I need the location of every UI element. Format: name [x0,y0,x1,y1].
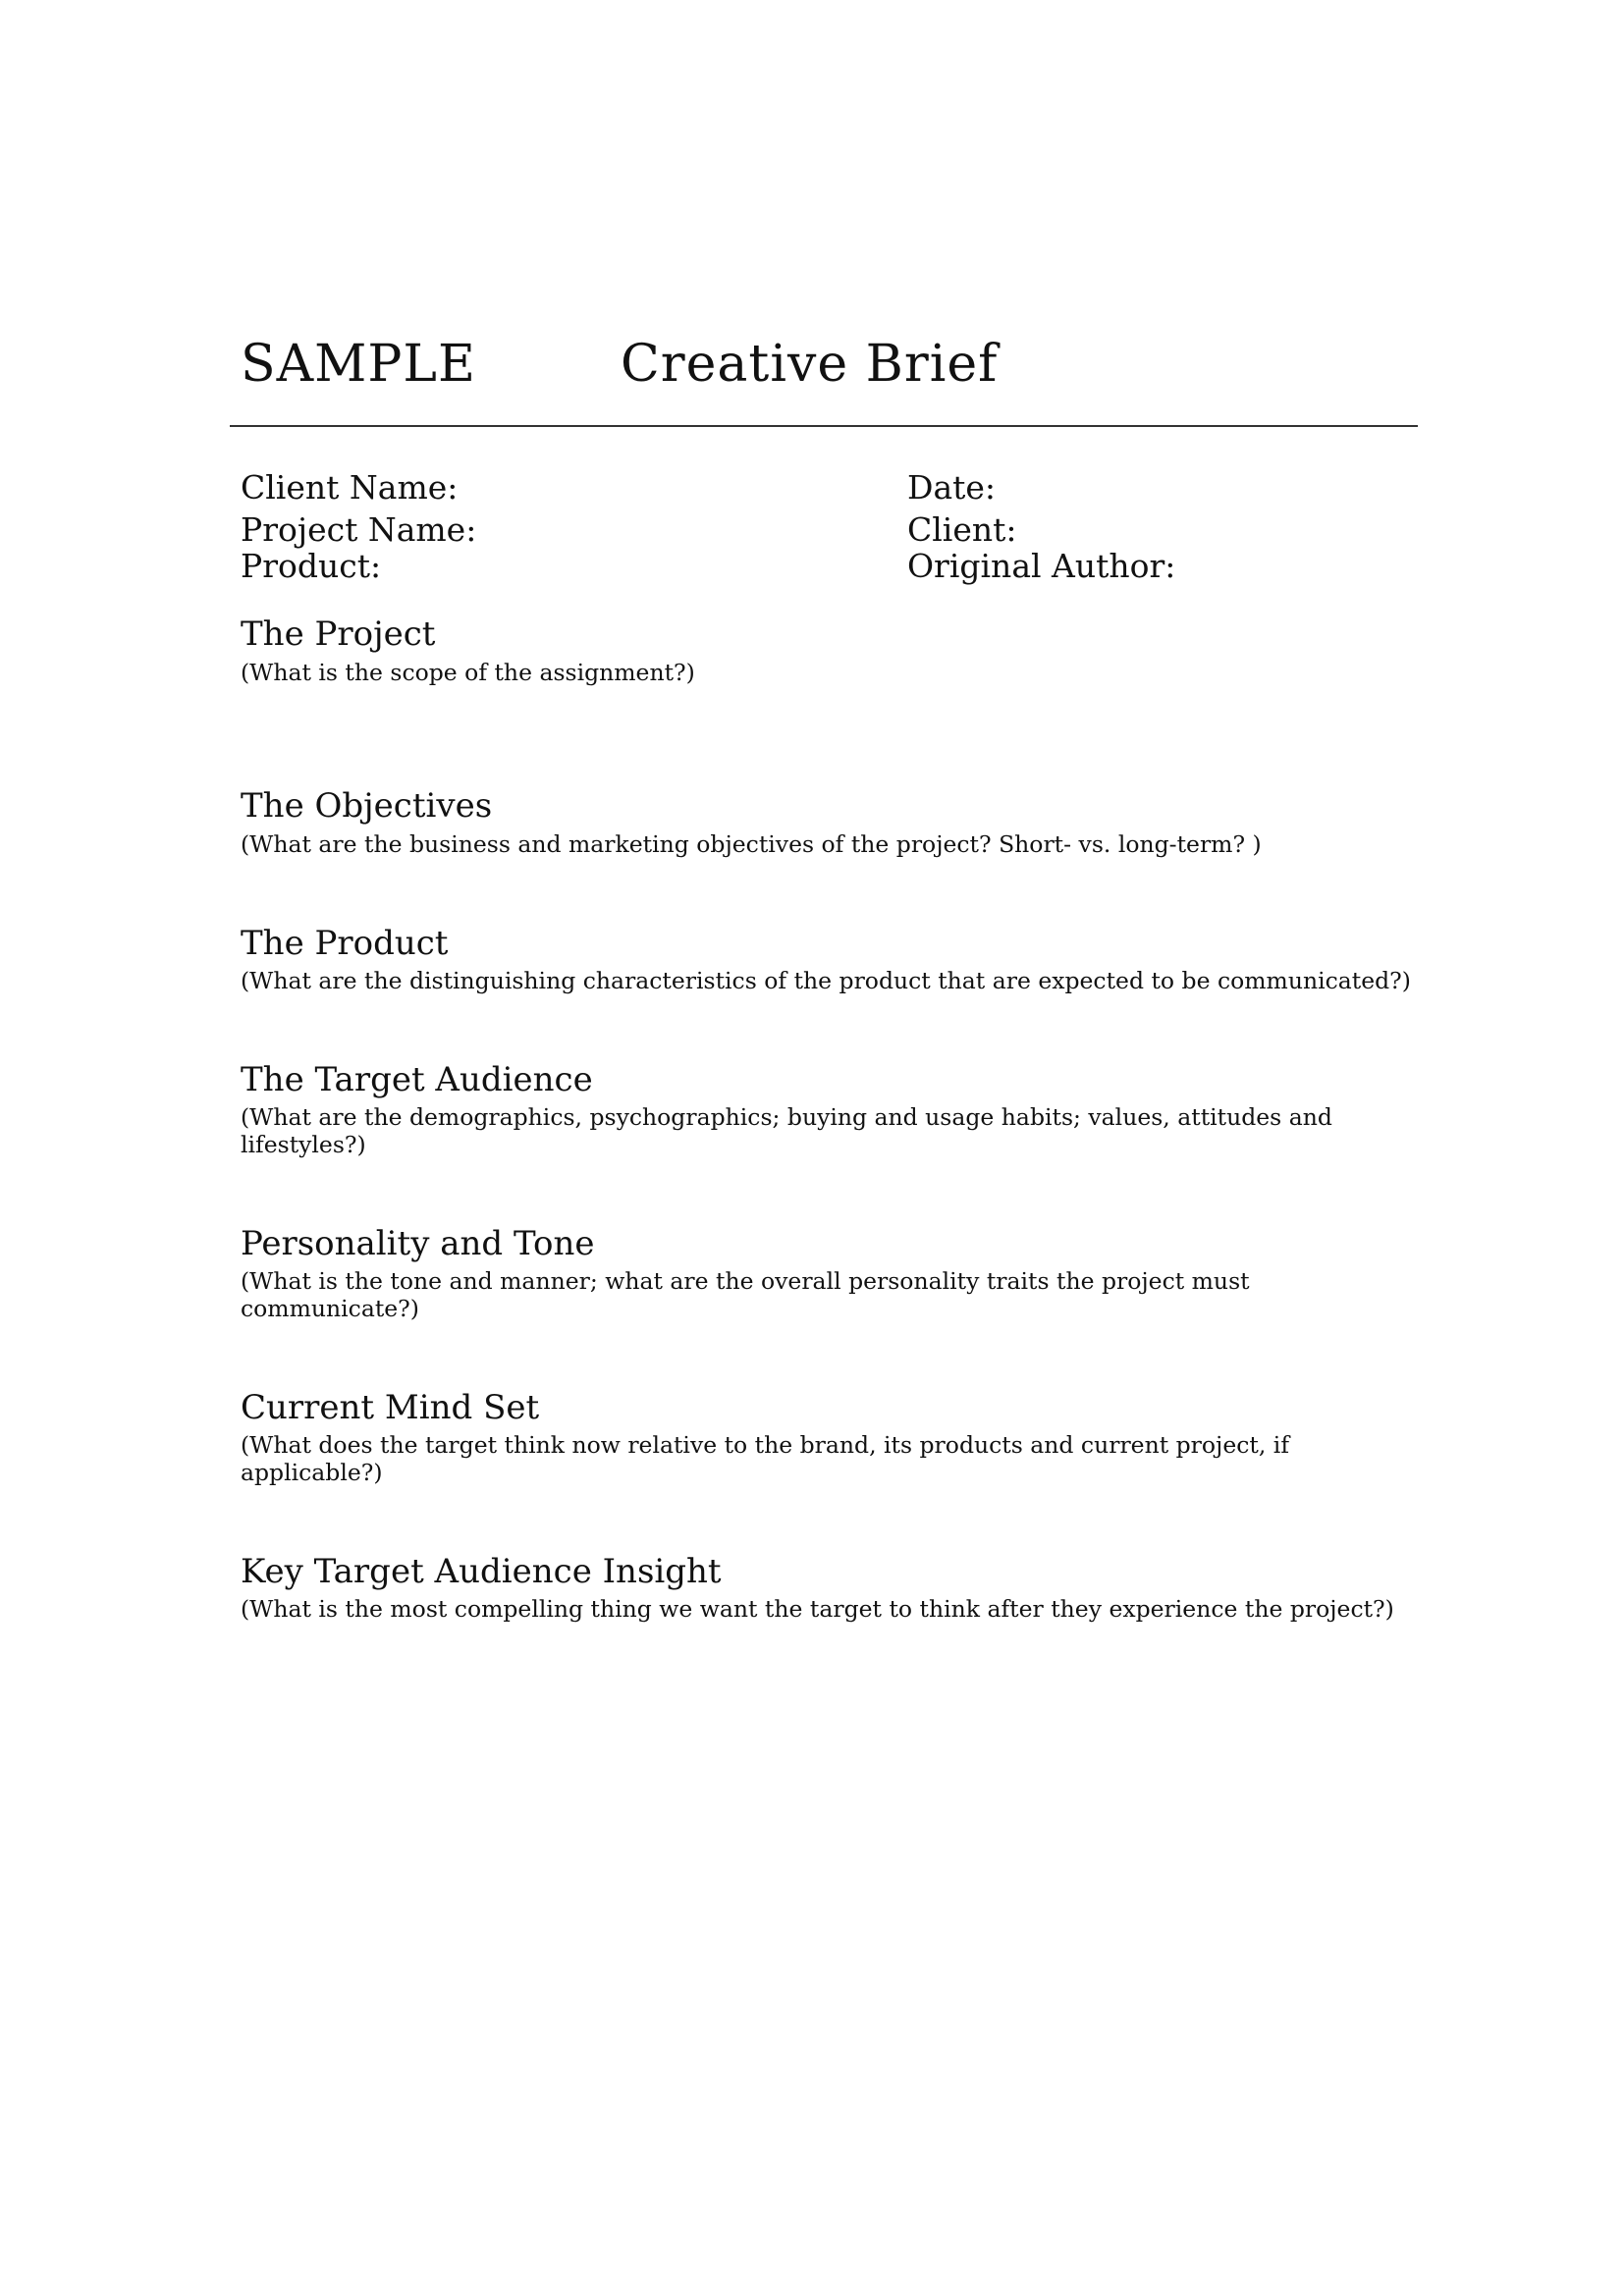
section-title-project: The Project [241,614,436,654]
sample-label: SAMPLE [241,335,476,394]
section-title-current-mind-set: Current Mind Set [241,1388,540,1427]
section-title-target-audience: The Target Audience [241,1060,593,1099]
section-desc-objectives: (What are the business and marketing objectives of the project? Short- vs. long-term? ) [241,830,1262,858]
date-label: Date: [907,468,997,507]
section-desc-target-audience: (What are the demographics, psychographics; buying and usage habits; values, attitudes and lifestyles?) [241,1103,1332,1158]
section-desc-project: (What is the scope of the assignment?) [241,659,695,686]
client-name-label: Client Name: [241,468,459,507]
section-desc-personality-tone: (What is the tone and manner; what are the overall personality traits the project must communicate?) [241,1267,1250,1322]
section-title-product: The Product [241,924,449,963]
section-desc-current-mind-set: (What does the target think now relative to the brand, its products and current project, if applicable?) [241,1431,1290,1486]
client-label: Client: [907,510,1017,549]
page-title: Creative Brief [621,335,999,394]
section-desc-product: (What are the distinguishing characteristics of the product that are expected to be communicated?) [241,967,1411,994]
header-divider [230,425,1418,427]
project-name-label: Project Name: [241,510,477,549]
section-title-personality-tone: Personality and Tone [241,1224,595,1263]
product-label: Product: [241,547,382,585]
section-title-key-insight: Key Target Audience Insight [241,1552,722,1591]
section-title-objectives: The Objectives [241,786,493,826]
original-author-label: Original Author: [907,547,1176,585]
section-desc-key-insight: (What is the most compelling thing we want the target to think after they experience the project?) [241,1595,1394,1623]
